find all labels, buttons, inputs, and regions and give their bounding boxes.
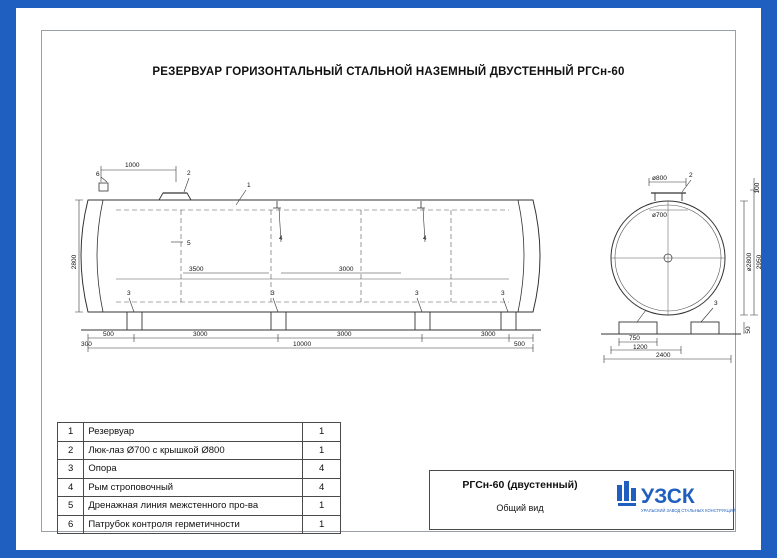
legend-name: Рым строповочный	[84, 478, 303, 497]
legend-qty: 1	[303, 497, 341, 516]
callout-3c: 3	[415, 290, 419, 297]
legend-qty: 4	[303, 478, 341, 497]
parts-legend-table	[57, 422, 341, 534]
callout-1: 1	[247, 182, 251, 189]
logo-subtext: УРАЛЬСКИЙ ЗАВОД СТАЛЬНЫХ КОНСТРУКЦИЙ	[641, 508, 736, 513]
dim-hatch-800: ø800	[652, 175, 667, 182]
dim-3000-inner: 3000	[339, 266, 354, 273]
legend-num: 6	[58, 515, 84, 534]
dim-top-1000: 1000	[125, 162, 140, 169]
dim-3000-a: 3000	[193, 331, 208, 338]
dim-3000-c: 3000	[481, 331, 496, 338]
table-row	[58, 515, 341, 534]
dim-500-left: 500	[103, 331, 114, 338]
callout-3d: 3	[501, 290, 505, 297]
legend-name: Дренажная линия межстенного про-ва	[84, 497, 303, 516]
table-row	[58, 460, 341, 479]
dim-top-100: 100	[754, 182, 761, 194]
dim-hatch-700: ø700	[652, 212, 667, 219]
legend-num: 1	[58, 423, 84, 442]
dim-diameter-2800: ø2800	[746, 252, 753, 272]
callout-4b: 4	[423, 235, 427, 242]
title-block-name: РГСн-60 (двустенный)	[462, 479, 578, 491]
dim-height-2800: 2800	[71, 254, 78, 270]
callout-2-end: 2	[689, 172, 693, 179]
dim-3500: 3500	[189, 266, 204, 273]
legend-qty: 1	[303, 441, 341, 460]
legend-num: 5	[58, 497, 84, 516]
legend-num: 3	[58, 460, 84, 479]
callout-3a: 3	[127, 290, 131, 297]
dim-base-50: 50	[745, 326, 752, 334]
callout-6: 6	[96, 171, 100, 178]
drawing-sheet	[16, 8, 761, 550]
dim-3000-b: 3000	[337, 331, 352, 338]
page-title: РЕЗЕРВУАР ГОРИЗОНТАЛЬНЫЙ СТАЛЬНОЙ НАЗЕМНЫЙ ДВУСТЕННЫЙ РГСн-60	[152, 66, 625, 78]
legend-qty: 1	[303, 423, 341, 442]
legend-num: 4	[58, 478, 84, 497]
dim-300: 300	[81, 341, 92, 348]
dim-500-right: 500	[514, 341, 525, 348]
legend-name: Люк-лаз Ø700 с крышкой Ø800	[84, 441, 303, 460]
table-row	[58, 423, 341, 442]
dim-total-2950: 2950	[756, 254, 763, 270]
legend-name: Резервуар	[84, 423, 303, 442]
legend-name: Опора	[84, 460, 303, 479]
callout-3b: 3	[271, 290, 275, 297]
dim-base-2400: 2400	[656, 352, 671, 359]
legend-qty: 1	[303, 515, 341, 534]
dim-base-1200: 1200	[633, 344, 648, 351]
callout-2: 2	[187, 170, 191, 177]
dim-overall-10000: 10000	[293, 341, 312, 348]
callout-5: 5	[187, 240, 191, 247]
callout-3-end: 3	[714, 300, 718, 307]
table-row	[58, 497, 341, 516]
table-row	[58, 441, 341, 460]
company-logo	[615, 475, 736, 525]
callout-4a: 4	[279, 235, 283, 242]
logo-text: УЗСК	[641, 485, 695, 508]
legend-name: Патрубок контроля герметичности	[84, 515, 303, 534]
title-block	[429, 470, 734, 530]
legend-qty: 4	[303, 460, 341, 479]
table-row	[58, 478, 341, 497]
dim-base-750: 750	[629, 335, 640, 342]
title-block-subtitle: Общий вид	[496, 503, 544, 513]
legend-num: 2	[58, 441, 84, 460]
